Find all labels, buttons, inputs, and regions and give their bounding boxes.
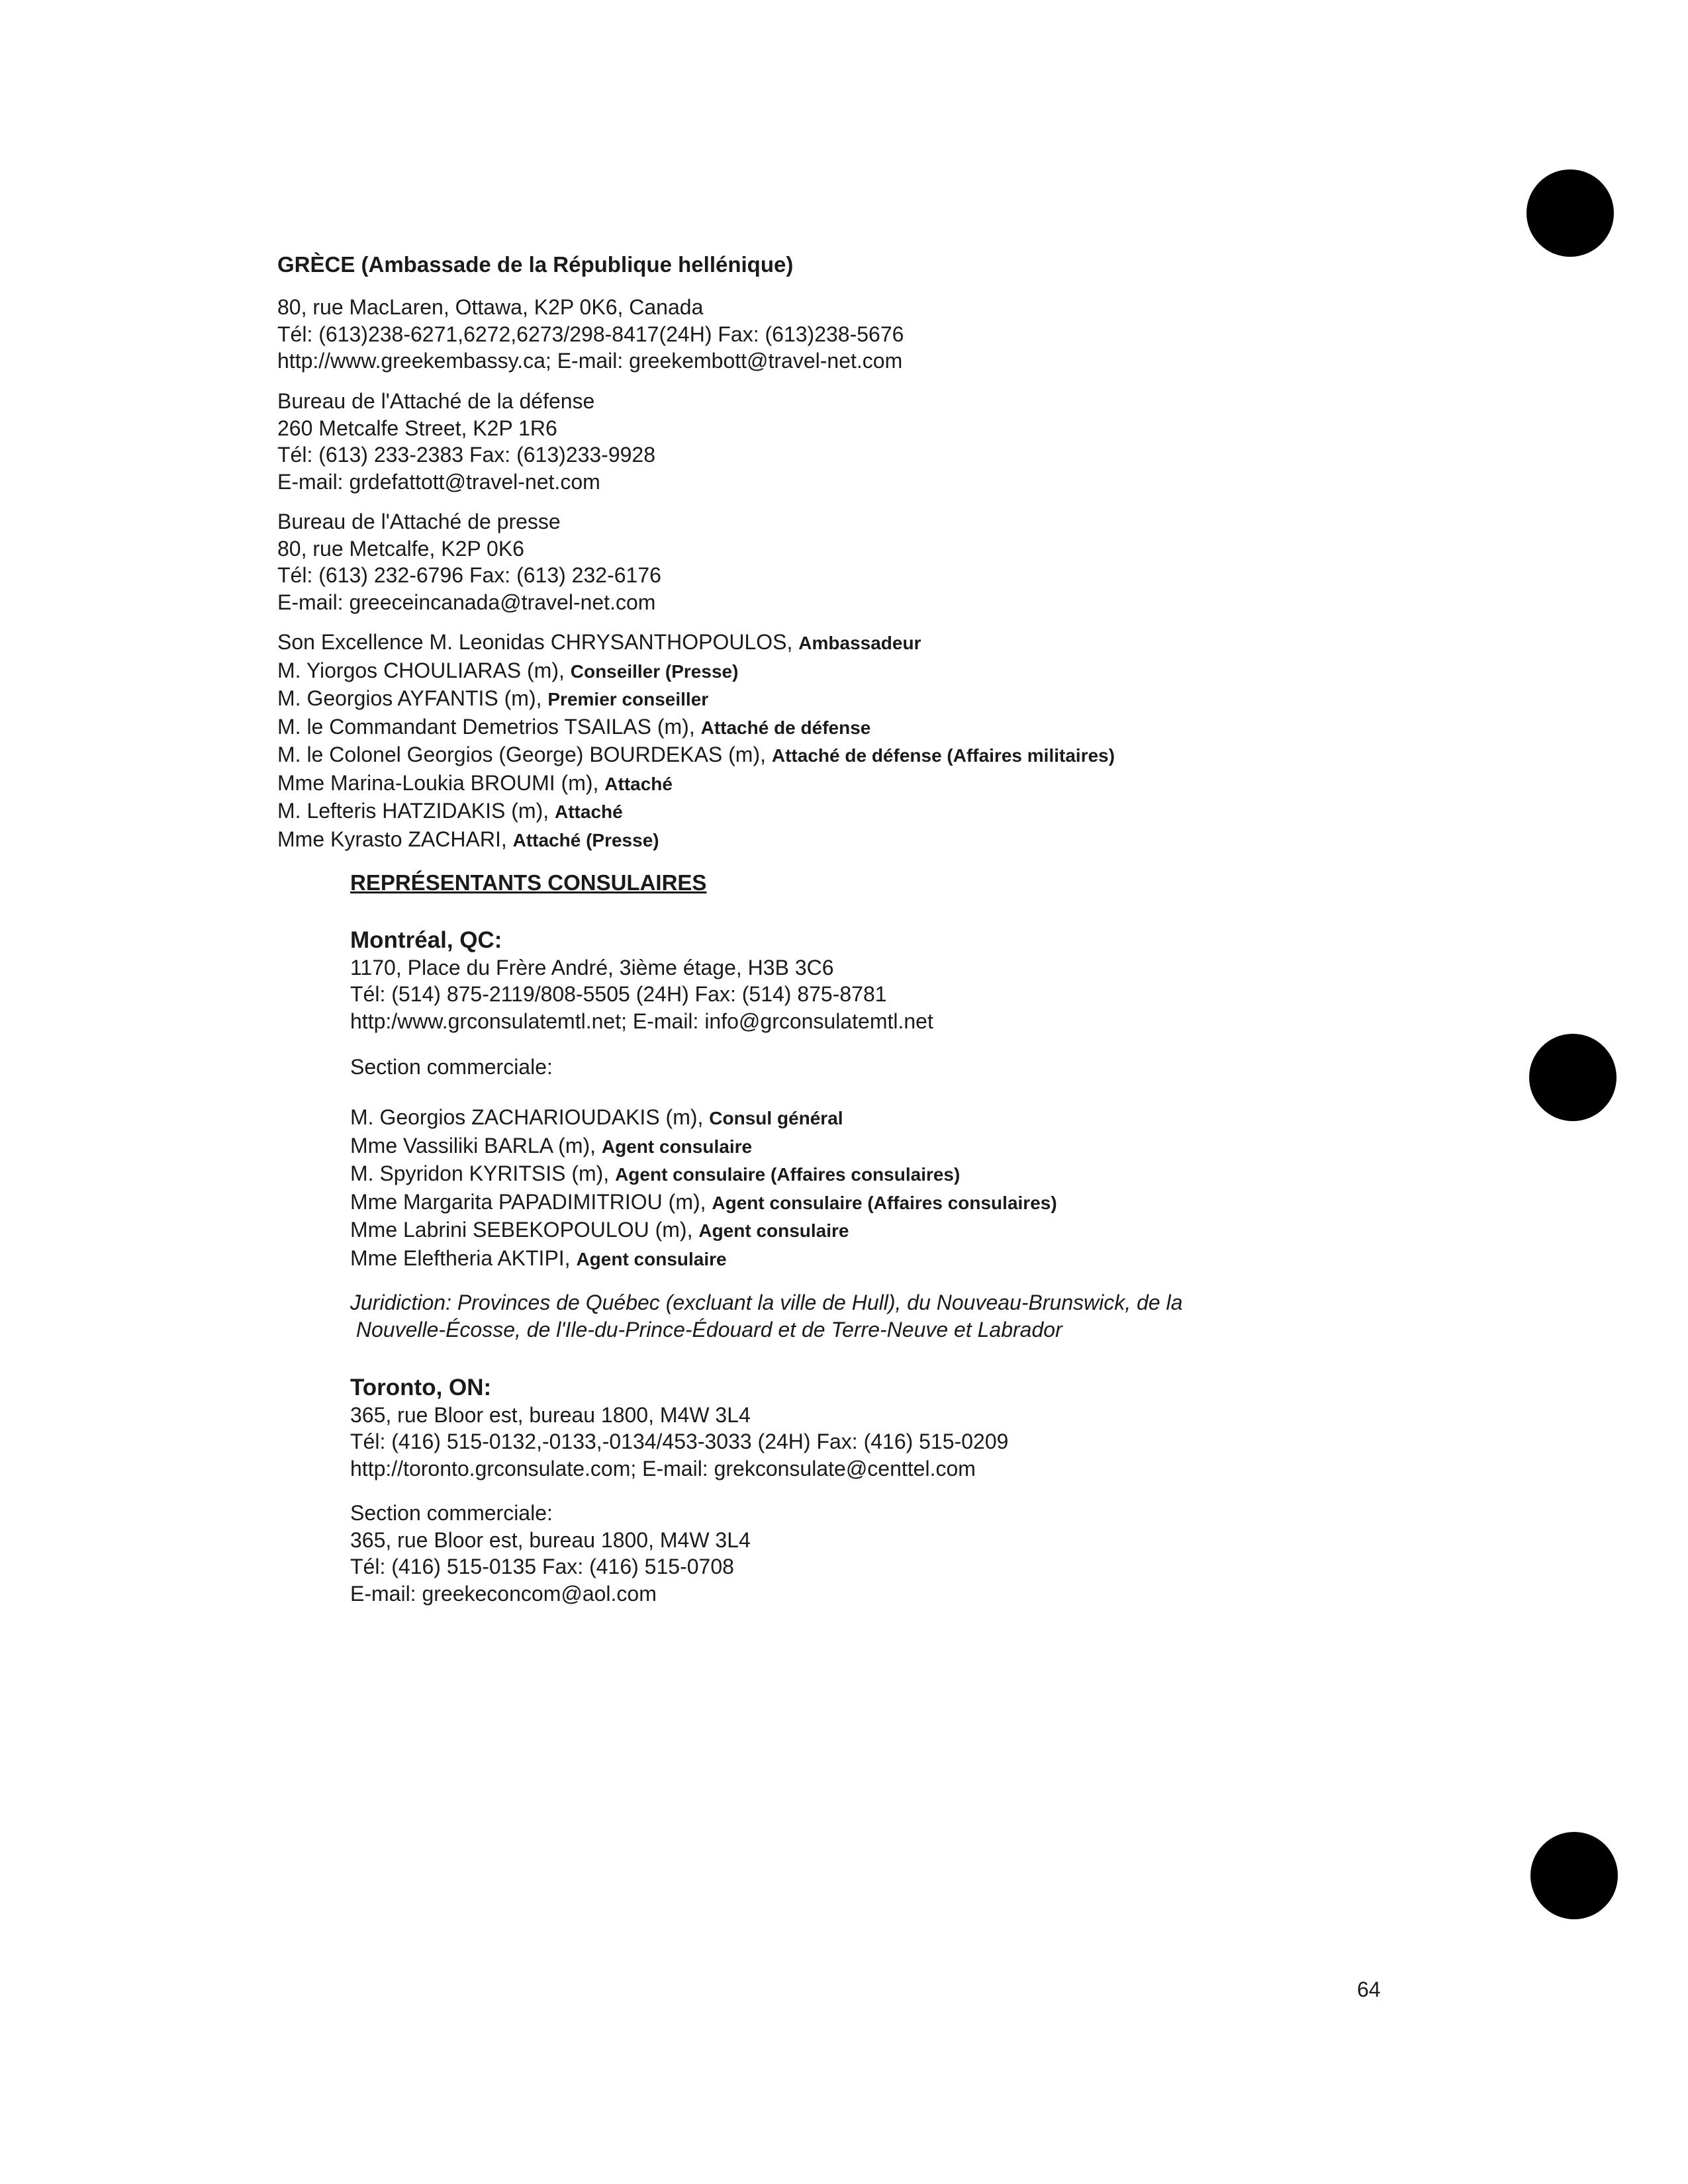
defense-office-phone: Tél: (613) 233-2383 Fax: (613)233-9928 xyxy=(277,443,656,467)
staff-role: Attaché xyxy=(604,773,673,794)
staff-role: Agent consulaire xyxy=(601,1136,753,1157)
montreal-phone: Tél: (514) 875-2119/808-5505 (24H) Fax: (514) 875-8781 xyxy=(350,982,887,1006)
montreal-staff-list xyxy=(350,1104,1057,1273)
staff-role: Agent consulaire xyxy=(576,1248,727,1269)
staff-role: Agent consulaire (Affaires consulaires) xyxy=(712,1192,1057,1213)
punch-hole xyxy=(1529,1034,1617,1121)
defense-office-block xyxy=(277,388,655,495)
staff-name: Mme Labrini SEBEKOPOULOU (m), xyxy=(350,1218,699,1242)
punch-hole xyxy=(1530,1832,1618,1919)
staff-name: M. le Colonel Georgios (George) BOURDEKAS (m), xyxy=(277,743,772,766)
page-number: 64 xyxy=(1357,1978,1381,2001)
montreal-consulate-block xyxy=(350,927,933,1034)
staff-entry xyxy=(350,1104,1057,1132)
toronto-commercial-address: 365, rue Bloor est, bureau 1800, M4W 3L4 xyxy=(350,1527,751,1552)
toronto-commercial-section-label: Section commerciale: xyxy=(350,1501,553,1525)
staff-name: M. Georgios AYFANTIS (m), xyxy=(277,686,548,710)
staff-entry xyxy=(350,1189,1057,1217)
staff-role: Conseiller (Presse) xyxy=(570,660,739,682)
staff-role: Attaché de défense (Affaires militaires) xyxy=(771,745,1115,766)
embassy-address-block xyxy=(277,294,904,375)
press-office-phone: Tél: (613) 232-6796 Fax: (613) 232-6176 xyxy=(277,563,661,587)
staff-entry xyxy=(277,741,1115,770)
jurisdiction-line: Nouvelle-Écosse, de l'Ile-du-Prince-Édouard et de Terre-Neuve et Labrador xyxy=(350,1317,1062,1342)
staff-role: Agent consulaire (Affaires consulaires) xyxy=(615,1164,961,1185)
press-office-email: E-mail: greeceincanada@travel-net.com xyxy=(277,590,656,614)
consular-section-heading: REPRÉSENTANTS CONSULAIRES xyxy=(350,870,707,895)
defense-office-address: 260 Metcalfe Street, K2P 1R6 xyxy=(277,416,557,440)
embassy-address: 80, rue MacLaren, Ottawa, K2P 0K6, Canada xyxy=(277,295,704,319)
jurisdiction-line: Juridiction: Provinces de Québec (excluant la ville de Hull), du Nouveau-Brunswick, de la xyxy=(350,1291,1183,1314)
staff-name: Mme Margarita PAPADIMITRIOU (m), xyxy=(350,1189,712,1214)
toronto-consulate-block xyxy=(350,1375,1008,1482)
toronto-commercial-phone: Tél: (416) 515-0135 Fax: (416) 515-0708 xyxy=(350,1555,734,1578)
staff-name: M. Georgios ZACHARIOUDAKIS (m), xyxy=(350,1105,710,1129)
press-office-title: Bureau de l'Attaché de presse xyxy=(277,510,561,533)
staff-entry xyxy=(277,770,1115,798)
staff-entry xyxy=(277,713,1115,742)
staff-name: Mme Vassiliki BARLA (m), xyxy=(350,1133,602,1158)
toronto-commercial-section xyxy=(350,1500,751,1607)
staff-name: M. Yiorgos CHOULIARAS (m), xyxy=(277,658,571,682)
staff-role: Attaché xyxy=(555,801,623,822)
toronto-city-heading: Toronto, ON: xyxy=(350,1375,492,1400)
toronto-address: 365, rue Bloor est, bureau 1800, M4W 3L4 xyxy=(350,1402,751,1427)
toronto-commercial-email: E-mail: greekeconcom@aol.com xyxy=(350,1581,657,1606)
montreal-city-heading: Montréal, QC: xyxy=(350,927,502,953)
montreal-jurisdiction xyxy=(350,1289,1183,1343)
staff-entry xyxy=(277,797,1115,826)
staff-role: Agent consulaire xyxy=(698,1220,849,1241)
montreal-address: 1170, Place du Frère André, 3ième étage, H3B 3C6 xyxy=(350,955,834,979)
toronto-phone: Tél: (416) 515-0132,-0133,-0134/453-3033 (24H) Fax: (416) 515-0209 xyxy=(350,1430,1009,1453)
staff-entry xyxy=(350,1160,1057,1189)
press-office-block xyxy=(277,508,661,615)
staff-name: Son Excellence M. Leonidas CHRYSANTHOPOULOS, xyxy=(277,630,799,654)
staff-entry xyxy=(277,629,1115,657)
montreal-commercial-section-label: Section commerciale: xyxy=(350,1055,553,1079)
staff-name: Mme Eleftheria AKTIPI, xyxy=(350,1246,577,1270)
staff-name: M. Lefteris HATZIDAKIS (m), xyxy=(277,799,555,823)
staff-role: Ambassadeur xyxy=(798,633,921,653)
staff-name: Mme Marina-Loukia BROUMI (m), xyxy=(277,770,605,795)
page-title: GRÈCE (Ambassade de la République hellénique) xyxy=(277,252,794,277)
staff-entry xyxy=(350,1216,1057,1245)
defense-office-email: E-mail: grdefattott@travel-net.com xyxy=(277,469,600,494)
staff-entry xyxy=(277,685,1115,713)
staff-entry xyxy=(277,826,1115,854)
embassy-web-email: http://www.greekembassy.ca; E-mail: greekembott@travel-net.com xyxy=(277,349,903,373)
staff-role: Premier conseiller xyxy=(547,689,709,709)
embassy-staff-list xyxy=(277,629,1115,854)
staff-name: M. le Commandant Demetrios TSAILAS (m), xyxy=(277,714,701,739)
defense-office-title: Bureau de l'Attaché de la défense xyxy=(277,389,595,413)
staff-entry xyxy=(277,657,1115,686)
staff-role: Consul général xyxy=(709,1108,843,1128)
staff-entry xyxy=(350,1245,1057,1273)
staff-entry xyxy=(350,1132,1057,1161)
staff-name: Mme Kyrasto ZACHARI, xyxy=(277,827,513,851)
punch-hole xyxy=(1526,169,1614,257)
staff-role: Attaché (Presse) xyxy=(512,829,659,850)
toronto-web-email: http://toronto.grconsulate.com; E-mail: grekconsulate@centtel.com xyxy=(350,1456,976,1480)
staff-role: Attaché de défense xyxy=(700,717,871,738)
montreal-web-email: http:/www.grconsulatemtl.net; E-mail: info@grconsulatemtl.net xyxy=(350,1009,933,1033)
embassy-phone: Tél: (613)238-6271,6272,6273/298-8417(24H) Fax: (613)238-5676 xyxy=(277,322,904,346)
staff-name: M. Spyridon KYRITSIS (m), xyxy=(350,1161,616,1185)
press-office-address: 80, rue Metcalfe, K2P 0K6 xyxy=(277,536,524,561)
